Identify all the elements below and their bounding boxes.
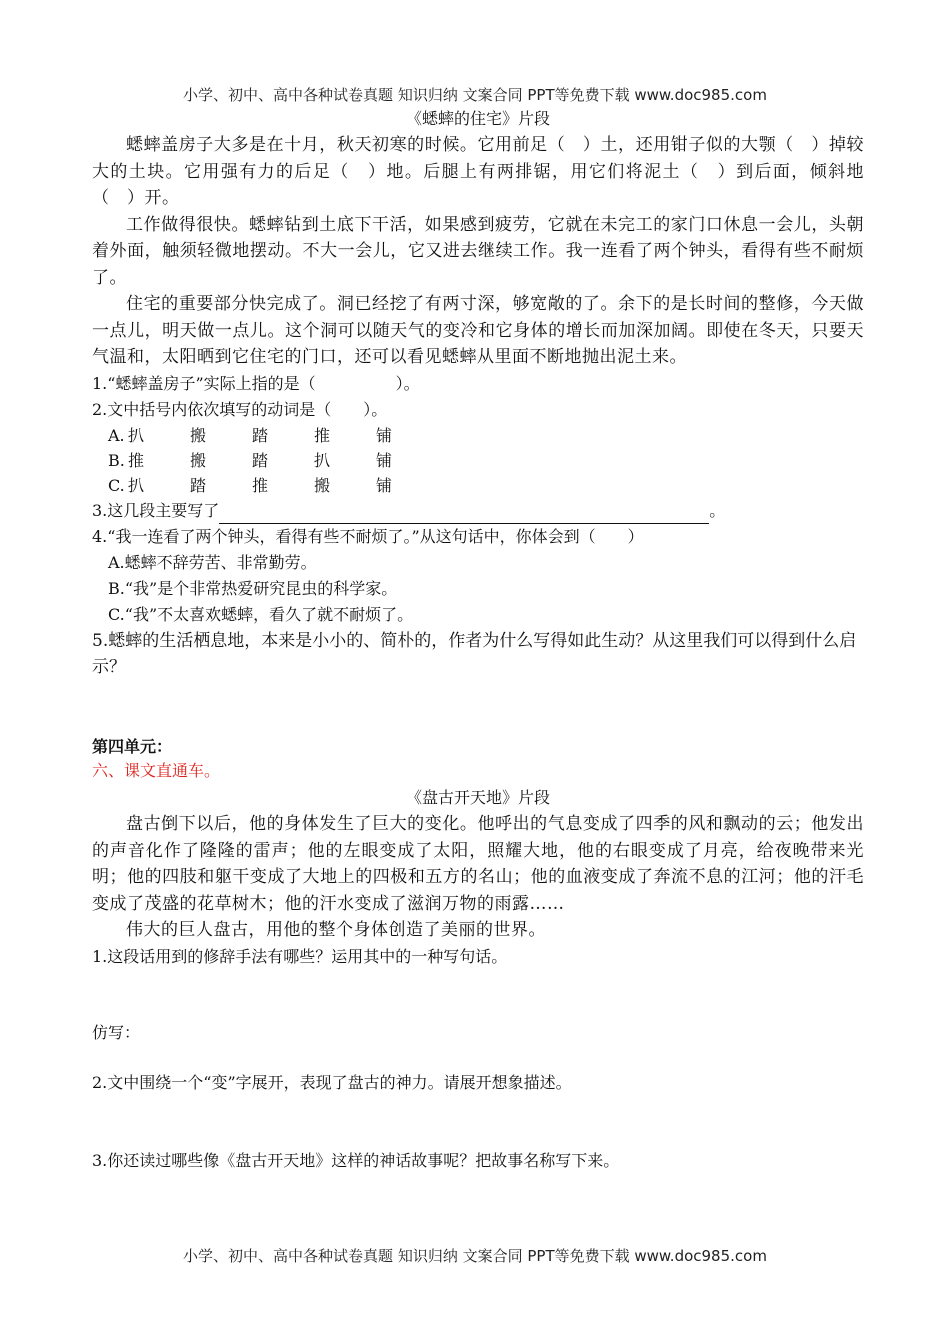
option-word: 踏 xyxy=(252,425,269,445)
option-word: 搬 xyxy=(190,450,207,470)
option-word: 扒 xyxy=(128,475,145,495)
option-word: 铺 xyxy=(376,450,393,470)
option-word: 踏 xyxy=(252,450,269,470)
question-1: 1.这段话用到的修辞手法有哪些？运用其中的一种写句话。 xyxy=(92,946,508,966)
imitate-text: 仿写： xyxy=(92,1023,141,1042)
option-letter: C. xyxy=(108,475,125,495)
option-letter: A. xyxy=(108,425,125,445)
question-4: 4.“我一连看了两个钟头，看得有些不耐烦了。”从这句话中，你体会到（ ） xyxy=(92,526,644,546)
question-5: 5.蟋蟀的生活栖息地，本来是小小的、简朴的，作者为什么写得如此生动？从这里我们可以得到什么启示？ xyxy=(92,630,857,677)
option-c xyxy=(92,473,864,498)
choice-c: C.“我”不太喜欢蟋蟀，看久了就不耐烦了。 xyxy=(108,604,414,624)
option-a xyxy=(92,423,864,448)
option-word: 铺 xyxy=(376,475,393,495)
option-word: 扒 xyxy=(128,425,145,445)
question-3-suffix: 。 xyxy=(709,500,726,520)
option-word: 搬 xyxy=(314,475,331,495)
option-word: 推 xyxy=(252,475,269,495)
unit-heading: 第四单元： xyxy=(92,737,173,756)
question-2: 2.文中括号内依次填写的动词是（ ）。 xyxy=(92,399,388,419)
option-letter: B. xyxy=(108,450,125,470)
option-word: 扒 xyxy=(314,450,331,470)
option-word: 推 xyxy=(314,425,331,445)
question-3-block xyxy=(92,1148,864,1174)
question-2: 2.文中围绕一个“变”字展开，表现了盘古的神力。请展开想象描述。 xyxy=(92,1073,572,1092)
page-header: 小学、初中、高中各种试卷真题 知识归纳 文案合同 PPT等免费下载 www.doc985.com xyxy=(183,86,767,104)
option-word: 踏 xyxy=(190,475,207,495)
choice-b: B.“我”是个非常热爱研究昆虫的科学家。 xyxy=(108,578,398,598)
answer-line[interactable] xyxy=(219,505,709,524)
question-1: 1.“蟋蟀盖房子”实际上指的是（ ）。 xyxy=(92,373,420,393)
passage-paragraph: 蟋蟀盖房子大多是在十月，秋天初寒的时候。它用前足（ ）土，还用钳子似的大颚（ ）掉较大的土块。它用强有力的后足（ ）地。后腿上有两排锯，用它们将泥土（ ）到后面，倾斜地（ ）开。 xyxy=(92,135,864,208)
question-3-prefix: 3.这几段主要写了 xyxy=(92,500,220,520)
part1-section xyxy=(92,106,864,681)
option-b xyxy=(92,448,864,473)
question-3: 3.你还读过哪些像《盘古开天地》这样的神话故事呢？把故事名称写下来。 xyxy=(92,1151,620,1170)
passage-paragraph: 伟大的巨人盘古，用他的整个身体创造了美丽的世界。 xyxy=(126,920,546,940)
passage-paragraph: 住宅的重要部分快完成了。洞已经挖了有两寸深，够宽敞的了。余下的是长时间的整修，今天做一点儿，明天做一点儿。这个洞可以随天气的变冷和它身体的增长而加深加阔。即使在冬天，只要天气温和，太阳晒到它住宅的门口，还可以看见蟋蟀从里面不断地抛出泥土来。 xyxy=(92,294,864,367)
question-2-block xyxy=(92,1070,864,1096)
part2-section xyxy=(92,735,864,970)
option-word: 推 xyxy=(128,450,145,470)
imitate-label xyxy=(92,1020,864,1046)
passage-title: 《蟋蟀的住宅》片段 xyxy=(405,109,550,128)
choice-a: A.蟋蟀不辞劳苦、非常勤劳。 xyxy=(108,552,317,572)
passage-paragraph: 工作做得很快。蟋蟀钻到土底下干活，如果感到疲劳，它就在未完工的家门口休息一会儿，头朝着外面，触须轻微地摆动。不大一会儿，它又进去继续工作。我一连看了两个钟头，看得有些不耐烦了。 xyxy=(92,214,864,288)
passage-title: 《盘古开天地》片段 xyxy=(405,788,550,807)
option-word: 搬 xyxy=(190,425,207,445)
page-footer: 小学、初中、高中各种试卷真题 知识归纳 文案合同 PPT等免费下载 www.doc985.com xyxy=(183,1247,767,1265)
passage-paragraph: 盘古倒下以后，他的身体发生了巨大的变化。他呼出的气息变成了四季的风和飘动的云；他发出的声音化作了隆隆的雷声；他的左眼变成了太阳，照耀大地，他的右眼变成了月亮，给夜晚带来光明；他的四肢和躯干变成了大地上的四极和五方的名山；他的血液变成了奔流不息的江河；他的汗毛变成了茂盛的花草树木；他的汗水变成了滋润万物的雨露…… xyxy=(92,814,864,914)
option-word: 铺 xyxy=(376,425,393,445)
question-3 xyxy=(92,498,864,524)
section-heading: 六、课文直通车。 xyxy=(92,761,221,780)
